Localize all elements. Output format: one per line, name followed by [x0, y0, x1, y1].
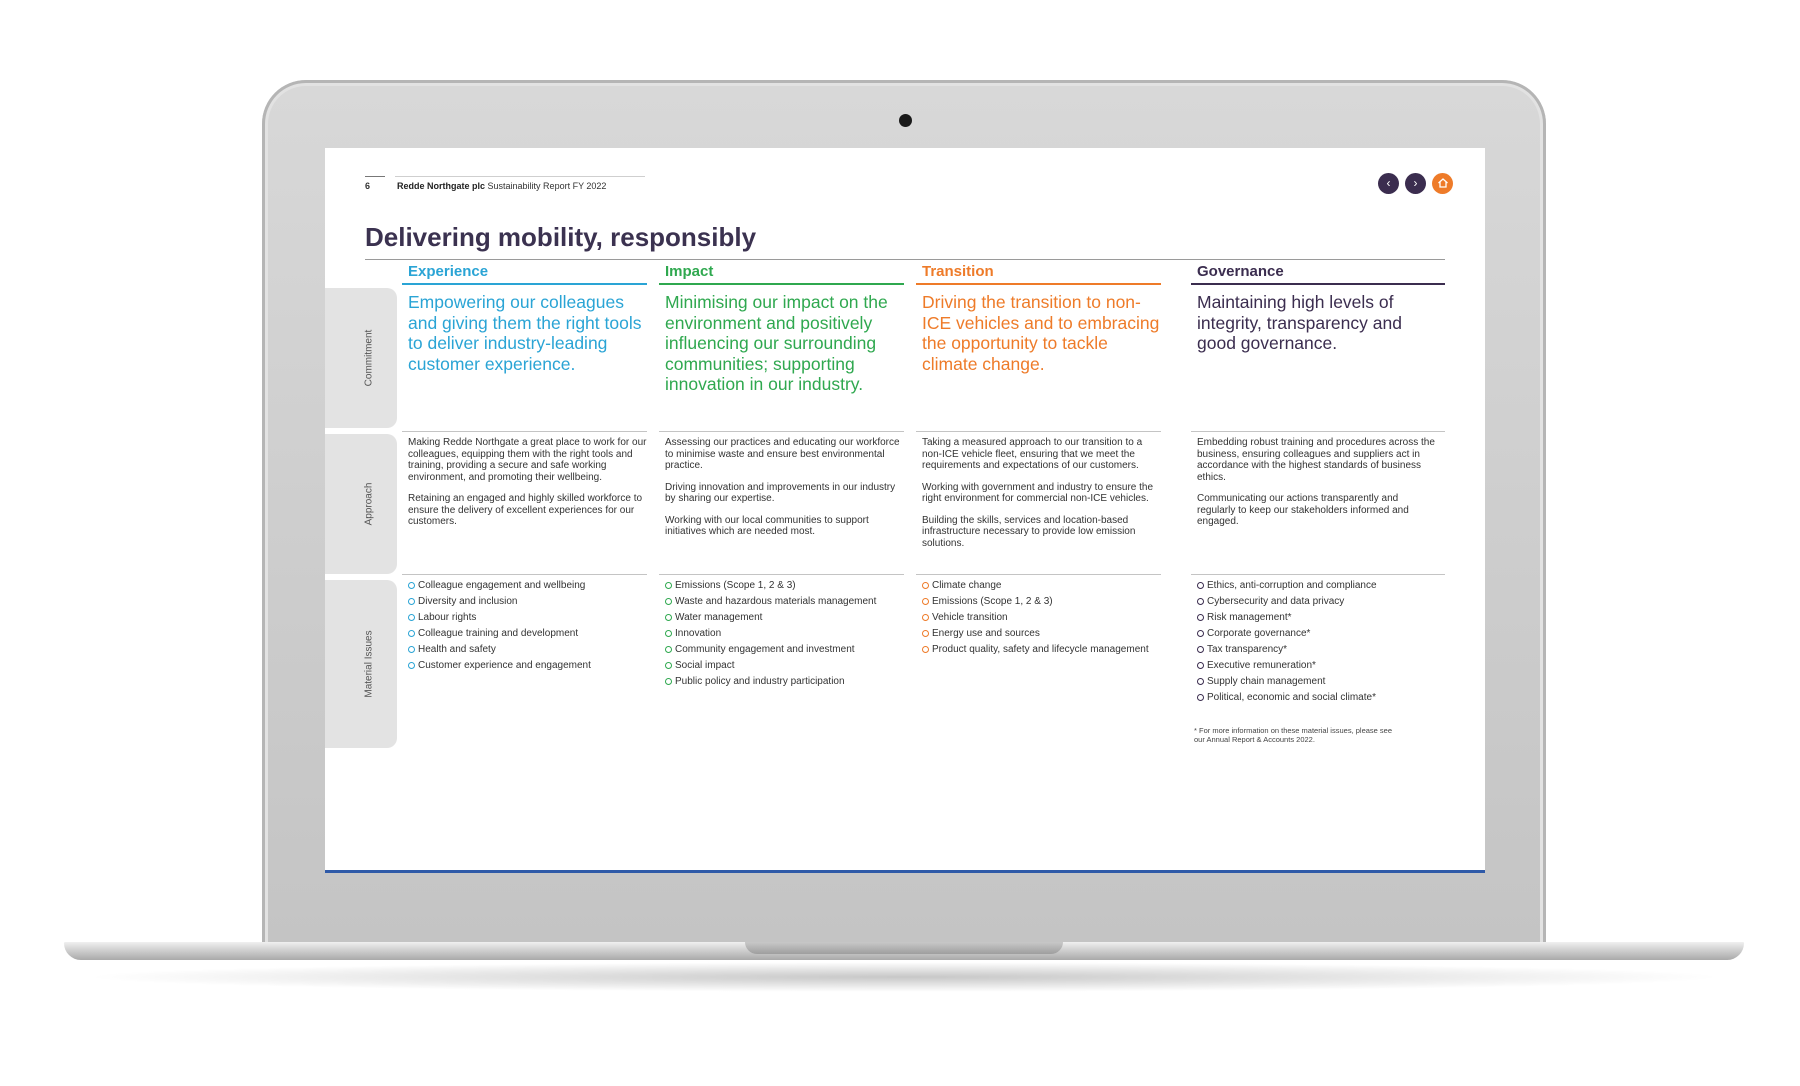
approach-paragraph: Building the skills, services and location-based infrastructure necessary to provide low emission solutions. — [922, 514, 1136, 549]
row-divider — [402, 431, 647, 432]
column-heading-transition: Transition — [922, 263, 994, 280]
list-item: Public policy and industry participation — [665, 676, 910, 688]
list-item: Corporate governance* — [1197, 628, 1442, 640]
page-number: 6 — [365, 181, 371, 191]
list-item: Cybersecurity and data privacy — [1197, 596, 1442, 608]
issues-list-transition — [922, 580, 1167, 660]
approach-paragraph: Communicating our actions transparently and regularly to keep our stakeholders informed and engaged. — [1197, 493, 1409, 527]
row-label-material-issues — [325, 580, 397, 748]
footnote: * For more information on these material issues, please see our Annual Report & Accounts 2022. — [1194, 726, 1393, 744]
row-divider — [402, 574, 647, 575]
list-item: Customer experience and engagement — [408, 660, 653, 672]
prev-page-button[interactable] — [1378, 173, 1399, 194]
column-rule-experience — [402, 283, 647, 285]
row-divider — [659, 574, 904, 575]
list-item: Climate change — [922, 580, 1167, 592]
list-item: Product quality, safety and lifecycle management — [922, 644, 1167, 656]
approach-governance — [1197, 437, 1437, 538]
row-label-text: Commitment — [363, 329, 375, 387]
commitment-governance: Maintaining high levels of integrity, transparency and good governance. — [1197, 292, 1402, 353]
laptop-shadow — [80, 962, 1728, 992]
list-item: Community engagement and investment — [665, 644, 910, 656]
list-item: Emissions (Scope 1, 2 & 3) — [665, 580, 910, 592]
chevron-left-icon: ‹ — [1386, 176, 1391, 190]
approach-paragraph: Assessing our practices and educating our workforce to minimise waste and ensure best environmental practice. — [665, 437, 900, 471]
list-item: Waste and hazardous materials management — [665, 596, 910, 608]
header-rule — [365, 176, 385, 177]
issues-list-experience — [408, 580, 653, 676]
commitment-experience: Empowering our colleagues and giving them the right tools to deliver industry-leading customer experience. — [408, 292, 642, 374]
list-item: Diversity and inclusion — [408, 596, 653, 608]
list-item: Labour rights — [408, 612, 653, 624]
webcam-icon — [899, 114, 912, 127]
list-item: Risk management* — [1197, 612, 1442, 624]
column-heading-governance: Governance — [1197, 263, 1284, 280]
row-label-commitment — [325, 288, 397, 428]
list-item: Innovation — [665, 628, 910, 640]
row-divider — [1191, 431, 1445, 432]
approach-impact — [665, 437, 905, 548]
page-title: Delivering mobility, responsibly — [365, 222, 757, 252]
approach-paragraph: Making Redde Northgate a great place to work for our colleagues, equipping them with the right tools and training, providing a secure and safe working environment, and promoting their wellbeing. — [408, 437, 647, 483]
issues-list-governance — [1197, 580, 1442, 708]
next-page-button[interactable] — [1405, 173, 1426, 194]
column-heading-experience: Experience — [408, 263, 489, 280]
row-divider — [916, 431, 1161, 432]
chevron-right-icon: › — [1413, 176, 1418, 190]
list-item: Health and safety — [408, 644, 653, 656]
row-divider — [916, 574, 1161, 575]
approach-paragraph: Working with government and industry to ensure the right environment for commercial non-ICE vehicles. — [922, 481, 1154, 504]
header-divider — [395, 176, 645, 177]
list-item: Political, economic and social climate* — [1197, 692, 1442, 704]
list-item: Colleague engagement and wellbeing — [408, 580, 653, 592]
report-name: Sustainability Report FY 2022 — [487, 181, 607, 191]
laptop-hinge-notch — [745, 942, 1063, 954]
commitment-impact: Minimising our impact on the environment and positively influencing our surrounding communities; supporting innovation in our industry. — [665, 292, 888, 394]
approach-paragraph: Driving innovation and improvements in our industry by sharing our expertise. — [665, 481, 896, 504]
list-item: Water management — [665, 612, 910, 624]
row-label-text: Approach — [363, 482, 375, 526]
list-item: Colleague training and development — [408, 628, 653, 640]
approach-paragraph: Working with our local communities to support initiatives which are needed most. — [665, 514, 869, 537]
title-rule — [365, 259, 1445, 260]
approach-paragraph: Embedding robust training and procedures across the business, ensuring colleagues and suppliers act in accordance with the highest standards of business ethics. — [1197, 437, 1435, 483]
laptop-screen — [325, 148, 1485, 873]
approach-paragraph: Taking a measured approach to our transition to a non-ICE vehicle fleet, ensuring that we meet the requirements and expectations of our customers. — [922, 437, 1143, 471]
list-item: Tax transparency* — [1197, 644, 1442, 656]
approach-experience — [408, 437, 648, 538]
row-divider — [1191, 574, 1445, 575]
approach-paragraph: Retaining an engaged and highly skilled workforce to ensure the delivery of excellent experiences for our customers. — [408, 493, 643, 527]
row-label-text: Material Issues — [363, 630, 375, 698]
approach-transition — [922, 437, 1162, 559]
issues-list-impact — [665, 580, 910, 692]
list-item: Vehicle transition — [922, 612, 1167, 624]
column-rule-governance — [1191, 283, 1445, 285]
column-rule-transition — [916, 283, 1161, 285]
page-header — [365, 181, 606, 191]
list-item: Social impact — [665, 660, 910, 672]
home-icon — [1437, 177, 1449, 189]
column-rule-impact — [659, 283, 904, 285]
home-button[interactable] — [1432, 173, 1453, 194]
list-item: Supply chain management — [1197, 676, 1442, 688]
commitment-transition: Driving the transition to non-ICE vehicles and to embracing the opportunity to tackle climate change. — [922, 292, 1160, 374]
list-item: Emissions (Scope 1, 2 & 3) — [922, 596, 1167, 608]
row-label-approach — [325, 434, 397, 574]
list-item: Energy use and sources — [922, 628, 1167, 640]
column-heading-impact: Impact — [665, 263, 714, 280]
list-item: Ethics, anti-corruption and compliance — [1197, 580, 1442, 592]
list-item: Executive remuneration* — [1197, 660, 1442, 672]
row-divider — [659, 431, 904, 432]
company-name: Redde Northgate plc — [397, 181, 486, 191]
